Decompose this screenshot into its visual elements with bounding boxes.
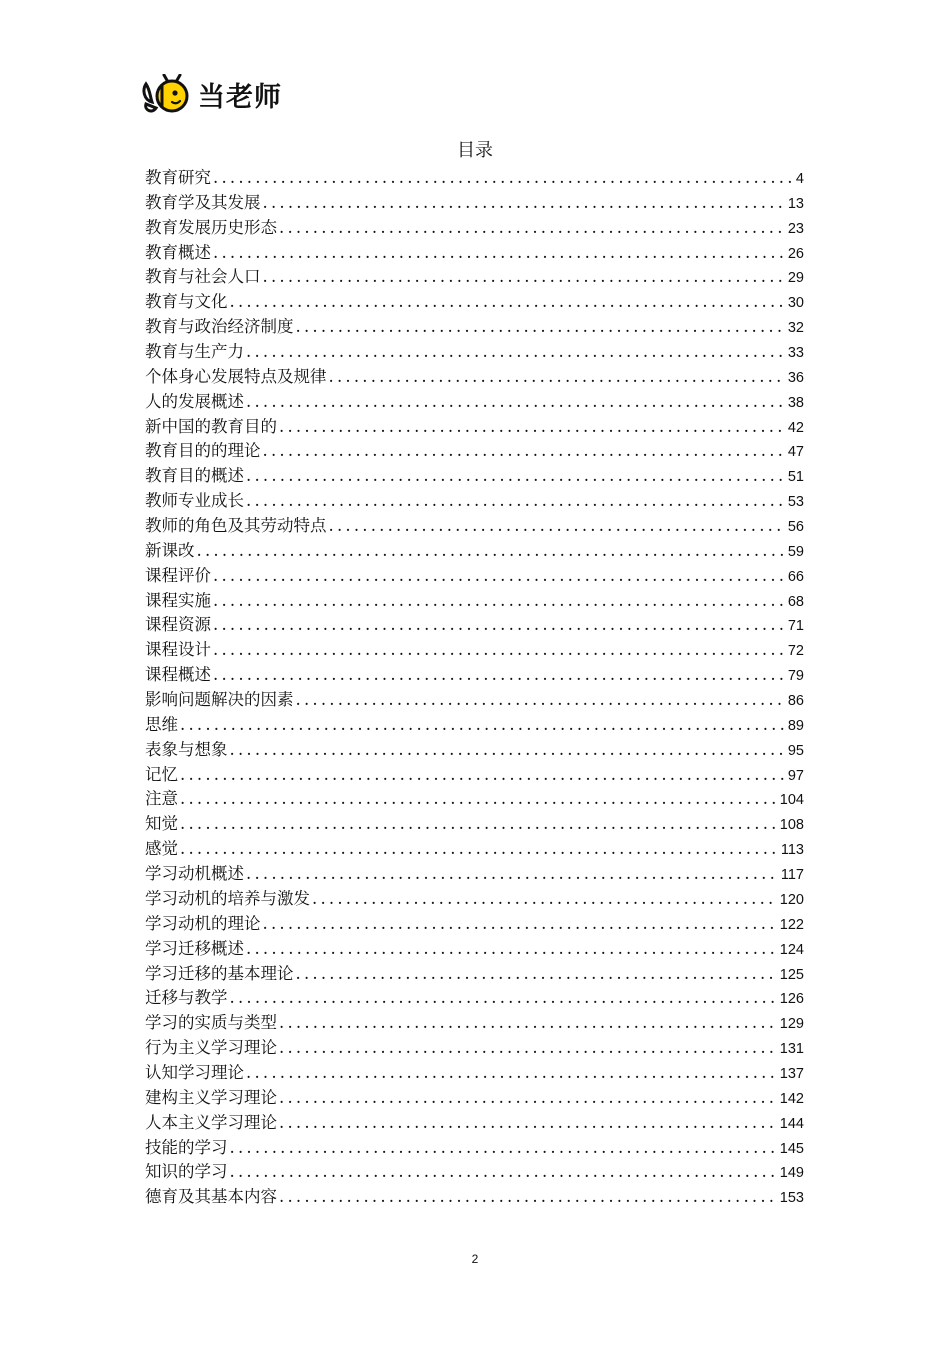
toc-entry[interactable] (145, 413, 804, 438)
toc-entry[interactable] (145, 1183, 804, 1208)
toc-entry-page: 137 (779, 1065, 804, 1082)
toc-entry-page: 42 (787, 419, 804, 436)
toc-entry-title: 认知学习理论 (145, 1062, 244, 1082)
toc-leader-dots (279, 1187, 778, 1206)
toc-entry[interactable] (145, 214, 804, 239)
toc-entry-title: 教育与文化 (145, 292, 228, 312)
toc-entry[interactable] (145, 1134, 804, 1159)
toc-entry-page: 59 (787, 543, 804, 560)
toc-entry-title: 注意 (145, 789, 178, 809)
toc-leader-dots (296, 690, 786, 709)
toc-leader-dots (230, 1162, 778, 1181)
toc-entry[interactable] (145, 189, 804, 214)
toc-entry[interactable] (145, 1158, 804, 1183)
toc-entry[interactable] (145, 711, 804, 736)
toc-entry[interactable] (145, 587, 804, 612)
toc-entry-title: 学习动机的培养与激发 (145, 888, 310, 908)
toc-entry-title: 人的发展概述 (145, 391, 244, 411)
logo (142, 74, 282, 114)
toc-entry-title: 记忆 (145, 764, 178, 784)
toc-entry-page: 126 (779, 991, 804, 1008)
toc-leader-dots (246, 864, 779, 883)
toc-entry[interactable] (145, 785, 804, 810)
toc-entry[interactable] (145, 761, 804, 786)
toc-leader-dots (246, 342, 786, 361)
toc-entry-title: 教育与政治经济制度 (145, 317, 294, 337)
toc-entry-page: 125 (779, 966, 804, 983)
table-of-contents (145, 164, 804, 1208)
toc-entry[interactable] (145, 288, 804, 313)
toc-leader-dots (213, 168, 794, 187)
toc-entry-page: 13 (787, 195, 804, 212)
toc-leader-dots (296, 317, 786, 336)
toc-entry-page: 33 (787, 345, 804, 362)
toc-entry-page: 129 (779, 1016, 804, 1033)
toc-entry-title: 新课改 (145, 540, 195, 560)
toc-entry-page: 26 (787, 245, 804, 262)
toc-entry[interactable] (145, 935, 804, 960)
toc-entry[interactable] (145, 1109, 804, 1134)
toc-entry[interactable] (145, 835, 804, 860)
toc-entry[interactable] (145, 487, 804, 512)
toc-leader-dots (329, 516, 786, 535)
toc-entry-title: 课程设计 (145, 640, 211, 660)
toc-entry-page: 89 (787, 717, 804, 734)
toc-entry-page: 104 (779, 792, 804, 809)
toc-entry-title: 教育目的概述 (145, 466, 244, 486)
toc-entry-page: 47 (787, 444, 804, 461)
toc-entry[interactable] (145, 562, 804, 587)
toc-leader-dots (279, 1013, 778, 1032)
toc-leader-dots (213, 591, 786, 610)
toc-entry-page: 145 (779, 1140, 804, 1157)
toc-leader-dots (296, 964, 778, 983)
toc-leader-dots (180, 814, 778, 833)
toc-entry-title: 建构主义学习理论 (145, 1087, 277, 1107)
toc-entry-title: 学习动机的理论 (145, 913, 261, 933)
toc-entry[interactable] (145, 512, 804, 537)
toc-leader-dots (213, 665, 786, 684)
toc-entry[interactable] (145, 661, 804, 686)
toc-leader-dots (263, 914, 778, 933)
toc-entry[interactable] (145, 363, 804, 388)
logo-text: 当老师 (198, 81, 282, 113)
toc-entry-page: 79 (787, 668, 804, 685)
toc-entry[interactable] (145, 960, 804, 985)
toc-entry[interactable] (145, 636, 804, 661)
toc-entry-title: 技能的学习 (145, 1137, 228, 1157)
toc-leader-dots (263, 193, 786, 212)
toc-leader-dots (180, 715, 786, 734)
toc-entry[interactable] (145, 810, 804, 835)
toc-entry-title: 影响问题解决的因素 (145, 690, 294, 710)
toc-entry-title: 教育与生产力 (145, 342, 244, 362)
toc-entry-page: 36 (787, 369, 804, 386)
toc-entry-page: 120 (779, 891, 804, 908)
toc-entry-page: 144 (779, 1115, 804, 1132)
toc-entry-page: 4 (795, 171, 804, 187)
toc-entry-title: 课程资源 (145, 615, 211, 635)
toc-leader-dots (230, 1138, 778, 1157)
toc-leader-dots (279, 417, 786, 436)
toc-entry-page: 113 (780, 842, 804, 859)
toc-entry-page: 38 (787, 394, 804, 411)
toc-entry-page: 56 (787, 519, 804, 536)
toc-leader-dots (246, 491, 786, 510)
toc-entry-title: 教育与社会人口 (145, 267, 261, 287)
toc-entry-title: 人本主义学习理论 (145, 1112, 277, 1132)
toc-entry[interactable] (145, 1084, 804, 1109)
toc-entry-title: 思维 (145, 714, 178, 734)
toc-leader-dots (213, 615, 786, 634)
toc-entry[interactable] (145, 462, 804, 487)
toc-entry-page: 68 (787, 593, 804, 610)
toc-leader-dots (213, 243, 786, 262)
toc-entry-title: 课程概述 (145, 665, 211, 685)
toc-entry-title: 个体身心发展特点及规律 (145, 366, 327, 386)
toc-entry-title: 教育概述 (145, 242, 211, 262)
toc-entry-page: 23 (787, 220, 804, 237)
bee-icon (142, 74, 192, 114)
toc-leader-dots (180, 765, 786, 784)
toc-entry-page: 71 (787, 618, 804, 635)
toc-entry-title: 知觉 (145, 814, 178, 834)
toc-leader-dots (230, 988, 778, 1007)
toc-entry-page: 53 (787, 494, 804, 511)
toc-entry[interactable] (145, 736, 804, 761)
toc-entry-title: 迁移与教学 (145, 988, 228, 1008)
toc-entry-page: 142 (779, 1090, 804, 1107)
toc-entry[interactable] (145, 984, 804, 1009)
toc-entry-page: 95 (787, 742, 804, 759)
toc-leader-dots (180, 789, 778, 808)
toc-entry-page: 117 (780, 867, 804, 884)
toc-entry[interactable] (145, 338, 804, 363)
toc-entry[interactable] (145, 611, 804, 636)
toc-leader-dots (213, 566, 786, 585)
toc-leader-dots (329, 367, 786, 386)
toc-entry-title: 表象与想象 (145, 739, 228, 759)
toc-entry-page: 108 (779, 817, 804, 834)
toc-entry[interactable] (145, 239, 804, 264)
toc-leader-dots (230, 292, 786, 311)
toc-entry[interactable] (145, 910, 804, 935)
toc-entry[interactable] (145, 437, 804, 462)
toc-leader-dots (279, 1113, 778, 1132)
toc-entry-page: 66 (787, 568, 804, 585)
toc-title: 目录 (457, 140, 493, 161)
toc-leader-dots (246, 466, 786, 485)
toc-leader-dots (246, 392, 786, 411)
toc-leader-dots (230, 740, 786, 759)
toc-entry-title: 教育学及其发展 (145, 192, 261, 212)
toc-entry-title: 教育发展历史形态 (145, 217, 277, 237)
toc-entry-title: 知识的学习 (145, 1162, 228, 1182)
toc-entry[interactable] (145, 1059, 804, 1084)
toc-entry-title: 学习动机概述 (145, 864, 244, 884)
toc-leader-dots (180, 839, 779, 858)
toc-entry-page: 30 (787, 295, 804, 312)
toc-entry-title: 新中国的教育目的 (145, 416, 277, 436)
toc-entry[interactable] (145, 537, 804, 562)
toc-entry-title: 课程评价 (145, 565, 211, 585)
page-number: 2 (471, 1252, 479, 1266)
toc-entry-title: 学习的实质与类型 (145, 1013, 277, 1033)
toc-leader-dots (246, 1063, 778, 1082)
toc-entry[interactable] (145, 885, 804, 910)
toc-entry-page: 153 (779, 1190, 804, 1207)
toc-entry-title: 学习迁移的基本理论 (145, 963, 294, 983)
toc-entry-page: 72 (787, 643, 804, 660)
toc-entry-page: 124 (779, 941, 804, 958)
toc-entry-title: 感觉 (145, 839, 178, 859)
toc-entry-page: 86 (787, 693, 804, 710)
toc-leader-dots (263, 441, 786, 460)
toc-leader-dots (263, 267, 786, 286)
toc-entry-page: 97 (787, 767, 804, 784)
toc-entry[interactable] (145, 1034, 804, 1059)
toc-leader-dots (213, 640, 786, 659)
toc-entry-page: 29 (787, 270, 804, 287)
toc-entry-title: 教育研究 (145, 168, 211, 187)
toc-leader-dots (279, 1088, 778, 1107)
toc-entry-title: 行为主义学习理论 (145, 1038, 277, 1058)
toc-entry[interactable] (145, 1009, 804, 1034)
toc-entry-page: 51 (787, 469, 804, 486)
toc-leader-dots (279, 218, 786, 237)
toc-entry-title: 德育及其基本内容 (145, 1187, 277, 1207)
toc-leader-dots (197, 541, 786, 560)
toc-entry-title: 教师的角色及其劳动特点 (145, 516, 327, 536)
toc-entry[interactable] (145, 313, 804, 338)
toc-entry-page: 32 (787, 320, 804, 337)
toc-entry[interactable] (145, 263, 804, 288)
toc-entry-page: 122 (779, 916, 804, 933)
toc-entry[interactable] (145, 860, 804, 885)
toc-entry[interactable] (145, 388, 804, 413)
toc-entry-page: 131 (779, 1041, 804, 1058)
toc-entry-title: 学习迁移概述 (145, 938, 244, 958)
toc-entry-page: 149 (779, 1165, 804, 1182)
toc-entry[interactable] (145, 686, 804, 711)
toc-entry[interactable] (145, 164, 804, 189)
toc-leader-dots (279, 1038, 778, 1057)
toc-entry-title: 教师专业成长 (145, 491, 244, 511)
toc-entry-title: 课程实施 (145, 590, 211, 610)
toc-leader-dots (246, 939, 778, 958)
toc-entry-title: 教育目的的理论 (145, 441, 261, 461)
toc-leader-dots (312, 889, 778, 908)
